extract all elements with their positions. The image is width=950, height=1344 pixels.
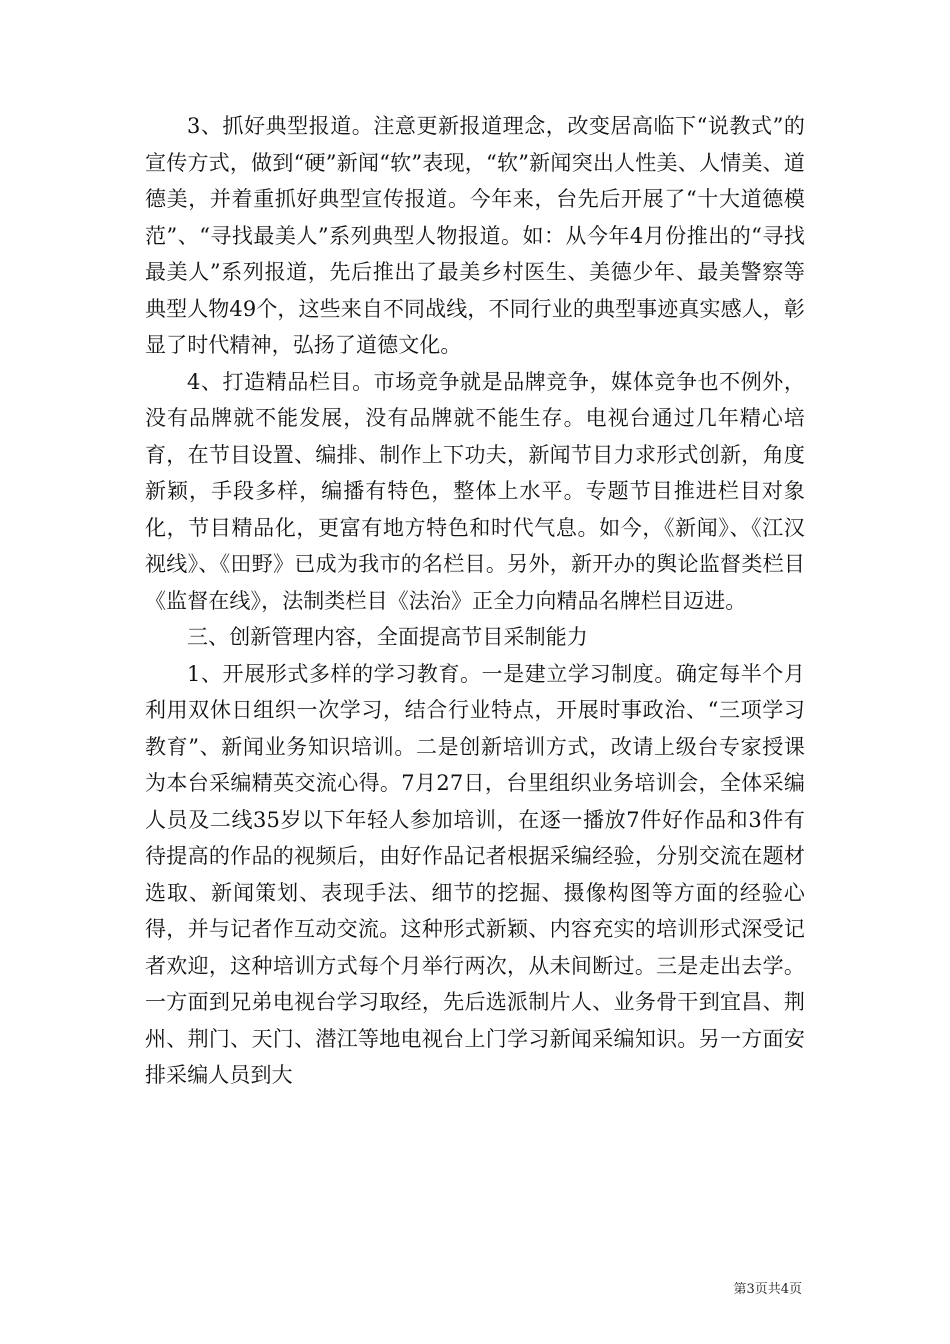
page-number-footer: 第3页共4页 xyxy=(733,1282,802,1297)
section-heading: 三、创新管理内容，全面提高节目采制能力 xyxy=(187,625,588,649)
document-body xyxy=(145,108,805,1094)
paragraph-typical-reporting: 3、抓好典型报道。注意更新报道理念，改变居高临下“说教式”的宣传方式，做到“硬”新闻“软”表现，“软”新闻突出人性美、人情美、道德美，并着重抓好典型宣传报道。今年来，台先后开展了“十大道德模范”、“寻找最美人”系列典型人物报道。如：从今年4月份推出的“寻找最美人”系列报道，先后推出了最美乡村医生、美德少年、最美警察等典型人物49个，这些来自不同战线，不同行业的典型事迹真实感人，彰显了时代精神，弘扬了道德文化。 xyxy=(145,114,805,357)
paragraph-quality-programs: 4、打造精品栏目。市场竞争就是品牌竞争，媒体竞争也不例外，没有品牌就不能发展，没有品牌就不能生存。电视台通过几年精心培育，在节目设置、编排、制作上下功夫，新闻节目力求形式创新，角度新颖，手段多样，编播有特色，整体上水平。专题节目推进栏目对象化，节目精品化，更富有地方特色和时代气息。如今，《新闻》、《江汉视线》、《田野》已成为我市的名栏目。另外，新开办的舆论监督类栏目《监督在线》，法制类栏目《法治》正全力向精品名牌栏目迈进。 xyxy=(145,369,805,613)
paragraph-learning-education: 1、开展形式多样的学习教育。一是建立学习制度。确定每半个月利用双休日组织一次学习，结合行业特点，开展时事政治、“三项学习教育”、新闻业务知识培训。二是创新培训方式，改请上级台专家授课为本台采编精英交流心得。7月27日，台里组织业务培训会，全体采编人员及二线35岁以下年轻人参加培训，在逐一播放7件好作品和3件有待提高的作品的视频后，由好作品记者根据采编经验，分别交流在题材选取、新闻策划、表现手法、细节的挖掘、摄像构图等方面的经验心得，并与记者作互动交流。这种形式新颖、内容充实的培训形式深受记者欢迎，这种培训方式每个月举行两次，从未间断过。三是走出去学。一方面到兄弟电视台学习取经，先后选派制片人、业务骨干到宜昌、荆州、荆门、天门、潜江等地电视台上门学习新闻采编知识。另一方面安排采编人员到大 xyxy=(145,661,805,1087)
